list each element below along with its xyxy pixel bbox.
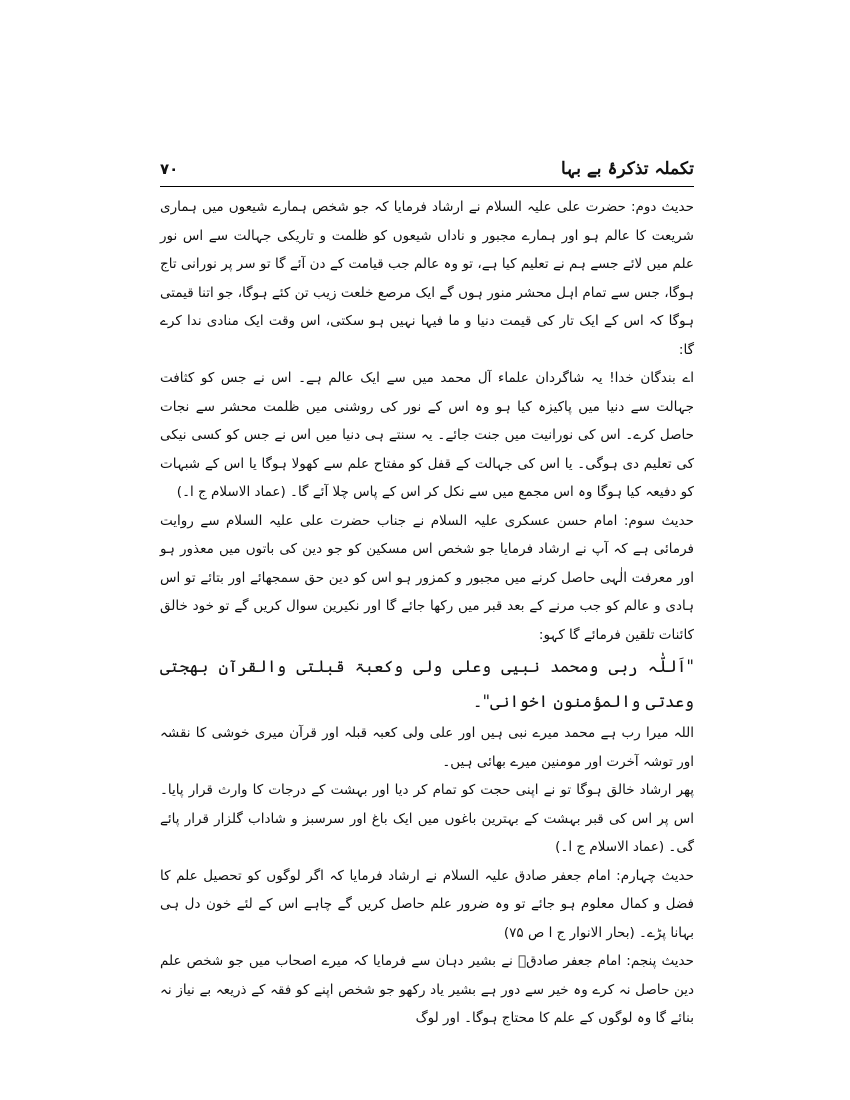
paragraph-hadith-3: حدیث سوم: امام حسن عسکری علیہ السلام نے جناب حضرت علی علیہ السلام سے روایت فرمائی ہے کہ آپ نے ارشاد فرمایا جو شخص اس مسکین کو جو دین کی باتوں میں معذور ہو اور معرفت الٰہی حاصل کرنے میں مجبور و کمزور ہو اس کو دین حق سمجھائے اور بتائے تو اس ہادی و عالم کو جب مرنے کے بعد قبر میں رکھا جائے گا اور نکیرین سوال کریں گے تو خود خالق کائنات تلقین فرمائے گا کہو: (160, 512, 694, 643)
page-number: ۷۰ (160, 160, 179, 178)
paragraph-translation: اللہ میرا رب ہے محمد میرے نبی ہیں اور علی ولی کعبہ قبلہ اور قرآن میری خوشی کا نقشہ اور توشہ آخرت اور مومنین میرے بھائی ہیں۔ (160, 725, 694, 770)
body-text (160, 193, 694, 1033)
book-title: تکملہ تذکرۂ بے بہا (561, 159, 694, 179)
paragraph-hadith-5: حدیث پنجم: امام جعفر صادقؑ نے بشیر دہان سے فرمایا کہ میرے اصحاب میں جو شخص علم دین حاصل نہ کرے وہ خیر سے دور ہے بشیر یاد رکھو جو شخص اپنے کو فقہ کے ذریعہ بے نیاز نہ بنائے گا وہ لوگوں کے علم کا محتاج ہوگا۔ اور لوگ (160, 953, 694, 1026)
page-header (160, 158, 694, 186)
paragraph-reward: پھر ارشاد خالق ہوگا تو نے اپنی حجت کو تمام کر دیا اور بہشت کے درجات کا وارث قرار پایا۔ اس پر اس کی قبر بہشت کے بہترین باغوں میں ایک باغ اور سرسبز و شاداب گلزار قرار پائے گی۔ (عماد الاسلام ج ا۔) (160, 782, 694, 855)
arabic-quote: "اَللّٰہ ربی ومحمد نبیی وعلی ولی وکعبۃ قبلتی والقرآن بھجتی وعدتی والمؤمنون اخوانی"۔ (160, 657, 694, 711)
paragraph-announcement: اے بندگان خدا! یہ شاگردان علماء آل محمد میں سے ایک عالم ہے۔ اس نے جس کو کثافت جہالت سے دنیا میں پاکیزہ کیا ہو وہ اس کے نور کی روشنی میں ظلمت محشر سے نجات حاصل کرے۔ اس کی نورانیت میں جنت جائے۔ یہ سنتے ہی دنیا میں اس نے جس کو کسی نیکی کی تعلیم دی ہوگی۔ یا اس کی جہالت کے قفل کو مفتاح علم سے کھولا ہوگا یا اس کے شبہات کو دفیعہ کیا ہوگا وہ اس مجمع میں سے نکل کر اس کے پاس چلا آئے گا۔ (عماد الاسلام ج ا۔) (160, 370, 694, 500)
paragraph-hadith-4: حدیث چہارم: امام جعفر صادق علیہ السلام نے ارشاد فرمایا کہ اگر لوگوں کو تحصیل علم کا فضل و کمال معلوم ہو جائے تو وہ ضرور علم حاصل کریں گے چاہے اس کے لئے خون دل ہی بہانا پڑے۔ (بحار الانوار ج ا ص ۷۵) (160, 867, 694, 941)
header-rule (160, 186, 694, 187)
paragraph-hadith-2: حدیث دوم: حضرت علی علیہ السلام نے ارشاد فرمایا کہ جو شخص ہمارے شیعوں میں ہماری شریعت کا عالم ہو اور ہمارے مجبور و ناداں شیعوں کو ظلمت و تاریکی جہالت سے اس نور علم میں لائے جسے ہم نے تعلیم کیا ہے، تو وہ عالم جب قیامت کے دن آئے گا تو سر پر نورانی تاج ہوگا، جس سے تمام اہل محشر منور ہوں گے ایک مرصع خلعت زیب تن کئے ہوگا، جو اتنا قیمتی ہوگا کہ اس کے ایک تار کی قیمت دنیا و ما فیہا نہیں ہو سکتی، اس وقت ایک منادی ندا کرے گا: (160, 199, 694, 358)
